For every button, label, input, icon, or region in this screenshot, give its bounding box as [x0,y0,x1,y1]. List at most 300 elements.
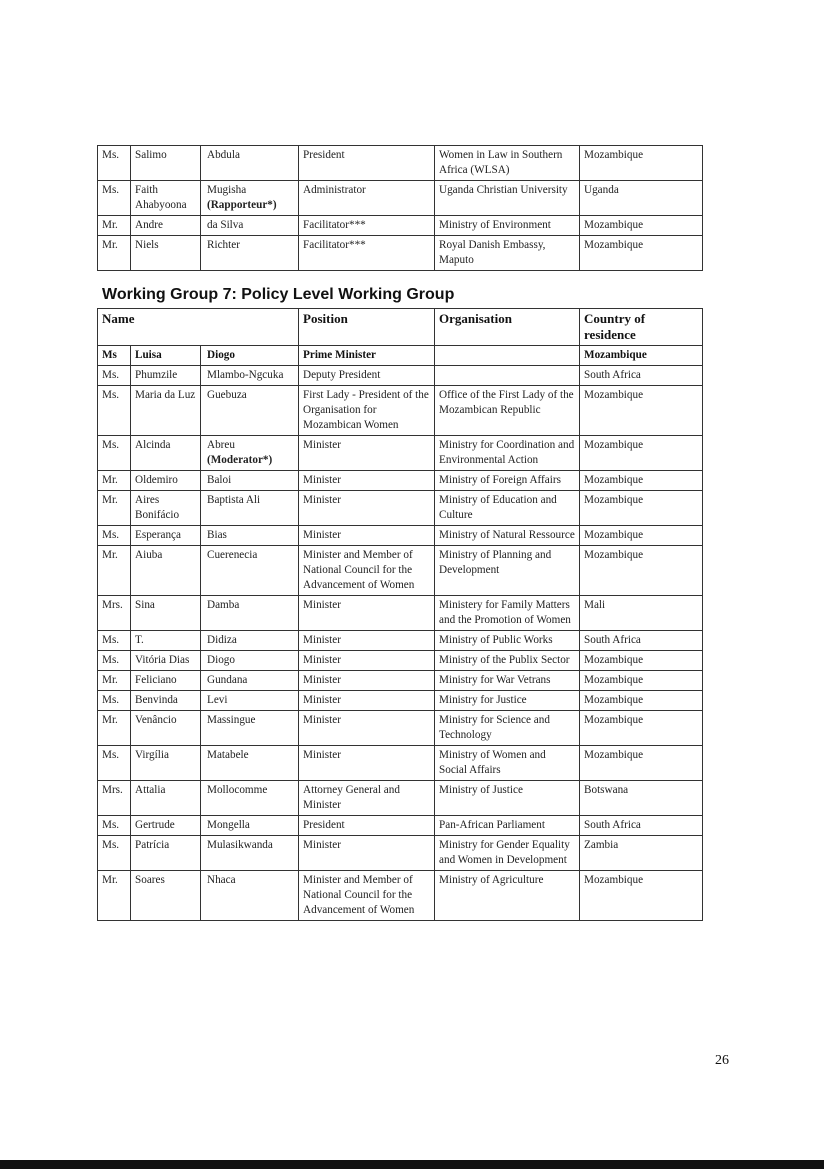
organisation-text: Ministry for Coordination and Environmental Action [439,439,575,466]
position-text: Facilitator*** [303,219,366,231]
cell-country [580,596,703,631]
title-text: Mr. [102,714,118,726]
cell-title [98,181,131,216]
title-text: Ms. [102,184,120,196]
cell-last [201,146,299,181]
cell-first [131,181,201,216]
cell-country [580,781,703,816]
cell-organisation [435,146,580,181]
first-text: Sina [135,599,155,611]
cell-last [201,491,299,526]
country-text: Mozambique [584,874,644,886]
country-text: Uganda [584,184,619,196]
last-text: Levi [207,694,228,706]
cell-first [131,546,201,596]
cell-country [580,746,703,781]
cell-last [201,526,299,546]
table-row [98,691,703,711]
table-row [98,366,703,386]
last-text: Mongella [207,819,250,831]
cell-organisation [435,366,580,386]
cell-last [201,596,299,631]
first-text: Virgília [135,749,169,761]
cell-organisation [435,216,580,236]
cell-title [98,146,131,181]
cell-organisation [435,871,580,921]
first-text: Maria da Luz [135,389,196,401]
first-text: Faith Ahabyoona [135,184,187,211]
cell-organisation [435,436,580,471]
header-position: Position [299,309,435,346]
cell-first [131,746,201,781]
organisation-text: Royal Danish Embassy, Maputo [439,239,546,266]
cell-last [201,346,299,366]
cell-position [299,216,435,236]
cell-organisation [435,711,580,746]
table-row [98,436,703,471]
country-text: Mozambique [584,219,644,231]
cell-organisation [435,781,580,816]
cell-first [131,651,201,671]
title-text: Ms. [102,694,120,706]
scan-edge-bar [0,1160,824,1169]
cell-title [98,366,131,386]
last-text: Matabele [207,749,249,761]
role-note: (Moderator*) [207,454,273,466]
position-text: Minister [303,714,341,726]
cell-first [131,596,201,631]
table-row [98,671,703,691]
table-row [98,631,703,651]
first-text: Feliciano [135,674,177,686]
first-text: Soares [135,874,165,886]
cell-title [98,491,131,526]
position-text: Minister [303,749,341,761]
cell-first [131,671,201,691]
country-text: Mozambique [584,549,644,561]
title-text: Mr. [102,874,118,886]
cell-first [131,216,201,236]
cell-title [98,546,131,596]
cell-country [580,491,703,526]
cell-title [98,236,131,271]
last-text: Mulasikwanda [207,839,273,851]
organisation-text: Ministry of Foreign Affairs [439,474,561,486]
last-text: Mlambo-Ngcuka [207,369,284,381]
organisation-text: Ministry of Justice [439,784,523,796]
cell-position [299,671,435,691]
cell-position [299,546,435,596]
cell-first [131,711,201,746]
cell-title [98,871,131,921]
header-organisation: Organisation [435,309,580,346]
table-row [98,746,703,781]
position-text: Deputy President [303,369,381,381]
cell-title [98,711,131,746]
cell-organisation [435,671,580,691]
title-text: Ms. [102,749,120,761]
position-text: Minister [303,674,341,686]
cell-title [98,596,131,631]
cell-position [299,146,435,181]
first-text: Attalia [135,784,166,796]
header-row [98,309,703,346]
cell-country [580,711,703,746]
country-text: South Africa [584,819,641,831]
cell-first [131,366,201,386]
cell-position [299,781,435,816]
first-text: Alcinda [135,439,171,451]
position-text: Minister and Member of National Council for the Advancement of Women [303,549,415,591]
table-row [98,346,703,366]
cell-organisation [435,631,580,651]
table-row [98,386,703,436]
cell-first [131,471,201,491]
last-text: Mollocomme [207,784,268,796]
top-participants-table [97,145,703,271]
title-text: Mrs. [102,784,123,796]
last-text: Nhaca [207,874,236,886]
cell-last [201,236,299,271]
title-text: Ms. [102,439,120,451]
country-text: Mozambique [584,749,644,761]
cell-title [98,436,131,471]
cell-title [98,671,131,691]
organisation-text: Ministry for Justice [439,694,527,706]
position-text: Minister [303,599,341,611]
position-text: Minister [303,839,341,851]
cell-first [131,491,201,526]
table-row [98,491,703,526]
last-text: Abdula [207,149,240,161]
title-text: Ms. [102,389,120,401]
position-text: Minister [303,494,341,506]
cell-title [98,526,131,546]
country-text: Botswana [584,784,629,796]
cell-last [201,816,299,836]
last-text: Abreu [207,439,235,451]
organisation-text: Ministry of Education and Culture [439,494,557,521]
cell-country [580,816,703,836]
country-text: South Africa [584,369,641,381]
country-text: Mozambique [584,149,644,161]
first-text: Patrícia [135,839,170,851]
cell-country [580,366,703,386]
cell-last [201,781,299,816]
table-row [98,816,703,836]
cell-organisation [435,181,580,216]
cell-position [299,236,435,271]
cell-first [131,836,201,871]
organisation-text: Ministry of Women and Social Affairs [439,749,546,776]
cell-first [131,781,201,816]
cell-organisation [435,651,580,671]
cell-last [201,546,299,596]
cell-position [299,346,435,366]
working-group-table [97,308,703,921]
organisation-text: Uganda Christian University [439,184,568,196]
position-text: Minister [303,634,341,646]
country-text: Mozambique [584,654,644,666]
table-row [98,216,703,236]
cell-country [580,346,703,366]
position-text: Minister [303,654,341,666]
cell-title [98,781,131,816]
cell-title [98,346,131,366]
cell-first [131,346,201,366]
cell-position [299,471,435,491]
position-text: Facilitator*** [303,239,366,251]
cell-country [580,471,703,491]
table-row [98,871,703,921]
cell-country [580,216,703,236]
country-text: Zambia [584,839,619,851]
first-text: Venâncio [135,714,177,726]
country-text: Mozambique [584,714,644,726]
title-text: Ms. [102,839,120,851]
cell-last [201,181,299,216]
cell-last [201,691,299,711]
last-text: Richter [207,239,240,251]
table-row [98,236,703,271]
cell-country [580,631,703,651]
cell-title [98,691,131,711]
position-text: Minister [303,474,341,486]
position-text: Minister and Member of National Council for the Advancement of Women [303,874,415,916]
cell-last [201,471,299,491]
cell-position [299,491,435,526]
country-text: Mozambique [584,389,644,401]
country-text: Mozambique [584,694,644,706]
cell-organisation [435,386,580,436]
cell-position [299,871,435,921]
cell-first [131,631,201,651]
organisation-text: Ministry of Environment [439,219,551,231]
first-text: Esperança [135,529,181,541]
cell-last [201,651,299,671]
position-text: President [303,149,345,161]
country-text: Mozambique [584,239,644,251]
country-text: Mozambique [584,349,647,361]
cell-position [299,386,435,436]
cell-position [299,816,435,836]
table-row [98,596,703,631]
organisation-text: Office of the First Lady of the Mozambican Republic [439,389,574,416]
cell-country [580,526,703,546]
first-text: Gertrude [135,819,175,831]
cell-country [580,871,703,921]
cell-last [201,871,299,921]
last-text: Guebuza [207,389,247,401]
cell-last [201,436,299,471]
last-text: Diogo [207,654,235,666]
cell-title [98,386,131,436]
cell-last [201,711,299,746]
cell-country [580,651,703,671]
country-text: Mozambique [584,439,644,451]
organisation-text: Ministry for War Vetrans [439,674,551,686]
cell-position [299,836,435,871]
cell-organisation [435,596,580,631]
position-text: Minister [303,439,341,451]
cell-first [131,146,201,181]
cell-organisation [435,691,580,711]
position-text: Minister [303,529,341,541]
first-text: Andre [135,219,163,231]
title-text: Mr. [102,494,118,506]
last-text: Cuerenecia [207,549,258,561]
title-text: Ms [102,349,117,361]
position-text: President [303,819,345,831]
title-text: Ms. [102,654,120,666]
cell-country [580,436,703,471]
cell-country [580,146,703,181]
cell-last [201,746,299,781]
first-text: Salimo [135,149,167,161]
organisation-text: Ministry of Agriculture [439,874,544,886]
country-text: Mozambique [584,494,644,506]
title-text: Mr. [102,474,118,486]
cell-first [131,436,201,471]
organisation-text: Pan-African Parliament [439,819,545,831]
title-text: Mr. [102,219,118,231]
last-text: Didiza [207,634,237,646]
cell-position [299,691,435,711]
organisation-text: Ministry for Science and Technology [439,714,550,741]
cell-title [98,836,131,871]
cell-last [201,836,299,871]
table-row [98,836,703,871]
last-text: da Silva [207,219,244,231]
page-number: 26 [715,1053,729,1068]
cell-organisation [435,471,580,491]
cell-position [299,711,435,746]
last-text: Mugisha [207,184,247,196]
title-text: Ms. [102,634,120,646]
cell-first [131,871,201,921]
main-table-body [98,346,703,921]
cell-position [299,631,435,651]
position-text: Attorney General and Minister [303,784,400,811]
header-name: Name [98,309,299,346]
position-text: Prime Minister [303,349,377,361]
country-text: Mali [584,599,606,611]
first-text: Aiuba [135,549,163,561]
cell-last [201,366,299,386]
table-row [98,651,703,671]
first-text: Niels [135,239,159,251]
header-country: Country of residence [580,309,703,346]
cell-country [580,691,703,711]
cell-first [131,236,201,271]
position-text: Minister [303,694,341,706]
title-text: Mr. [102,674,118,686]
cell-country [580,386,703,436]
last-text: Bias [207,529,227,541]
cell-first [131,816,201,836]
position-text: Administrator [303,184,366,196]
first-text: Luisa [135,349,162,361]
cell-position [299,596,435,631]
cell-position [299,651,435,671]
first-text: Benvinda [135,694,178,706]
cell-country [580,836,703,871]
last-text: Gundana [207,674,248,686]
cell-first [131,386,201,436]
organisation-text: Ministry of the Publix Sector [439,654,570,666]
cell-organisation [435,816,580,836]
cell-organisation [435,236,580,271]
organisation-text: Ministry of Planning and Development [439,549,552,576]
country-text: South Africa [584,634,641,646]
organisation-text: Ministery for Family Matters and the Promotion of Women [439,599,571,626]
organisation-text: Ministry for Gender Equality and Women in Development [439,839,570,866]
country-text: Mozambique [584,474,644,486]
cell-organisation [435,346,580,366]
first-text: Oldemiro [135,474,178,486]
table-row [98,146,703,181]
title-text: Ms. [102,529,120,541]
first-text: T. [135,634,144,646]
cell-organisation [435,526,580,546]
cell-title [98,471,131,491]
title-text: Ms. [102,369,120,381]
table-row [98,711,703,746]
cell-title [98,216,131,236]
cell-first [131,691,201,711]
cell-country [580,236,703,271]
position-text: First Lady - President of the Organisation for Mozambican Women [303,389,429,431]
organisation-text: Ministry of Public Works [439,634,553,646]
first-text: Aires Bonifácio [135,494,180,521]
cell-last [201,216,299,236]
cell-position [299,746,435,781]
organisation-text: Ministry of Natural Ressource [439,529,575,541]
last-text: Diogo [207,349,235,361]
table-row [98,471,703,491]
table-row [98,181,703,216]
section-title: Working Group 7: Policy Level Working Group [102,286,455,303]
title-text: Mr. [102,549,118,561]
cell-title [98,816,131,836]
last-text: Baptista Ali [207,494,261,506]
role-note: (Rapporteur*) [207,199,277,211]
cell-title [98,746,131,781]
cell-position [299,181,435,216]
cell-position [299,526,435,546]
top-table-body [98,146,703,271]
cell-country [580,181,703,216]
table-row [98,781,703,816]
cell-organisation [435,746,580,781]
cell-title [98,651,131,671]
title-text: Ms. [102,819,120,831]
cell-last [201,631,299,651]
first-text: Phumzile [135,369,178,381]
country-text: Mozambique [584,674,644,686]
title-text: Mrs. [102,599,123,611]
cell-title [98,631,131,651]
table-row [98,526,703,546]
cell-country [580,546,703,596]
title-text: Ms. [102,149,120,161]
cell-position [299,436,435,471]
organisation-text: Women in Law in Southern Africa (WLSA) [439,149,563,176]
last-text: Massingue [207,714,256,726]
title-text: Mr. [102,239,118,251]
cell-organisation [435,491,580,526]
table-row [98,546,703,596]
